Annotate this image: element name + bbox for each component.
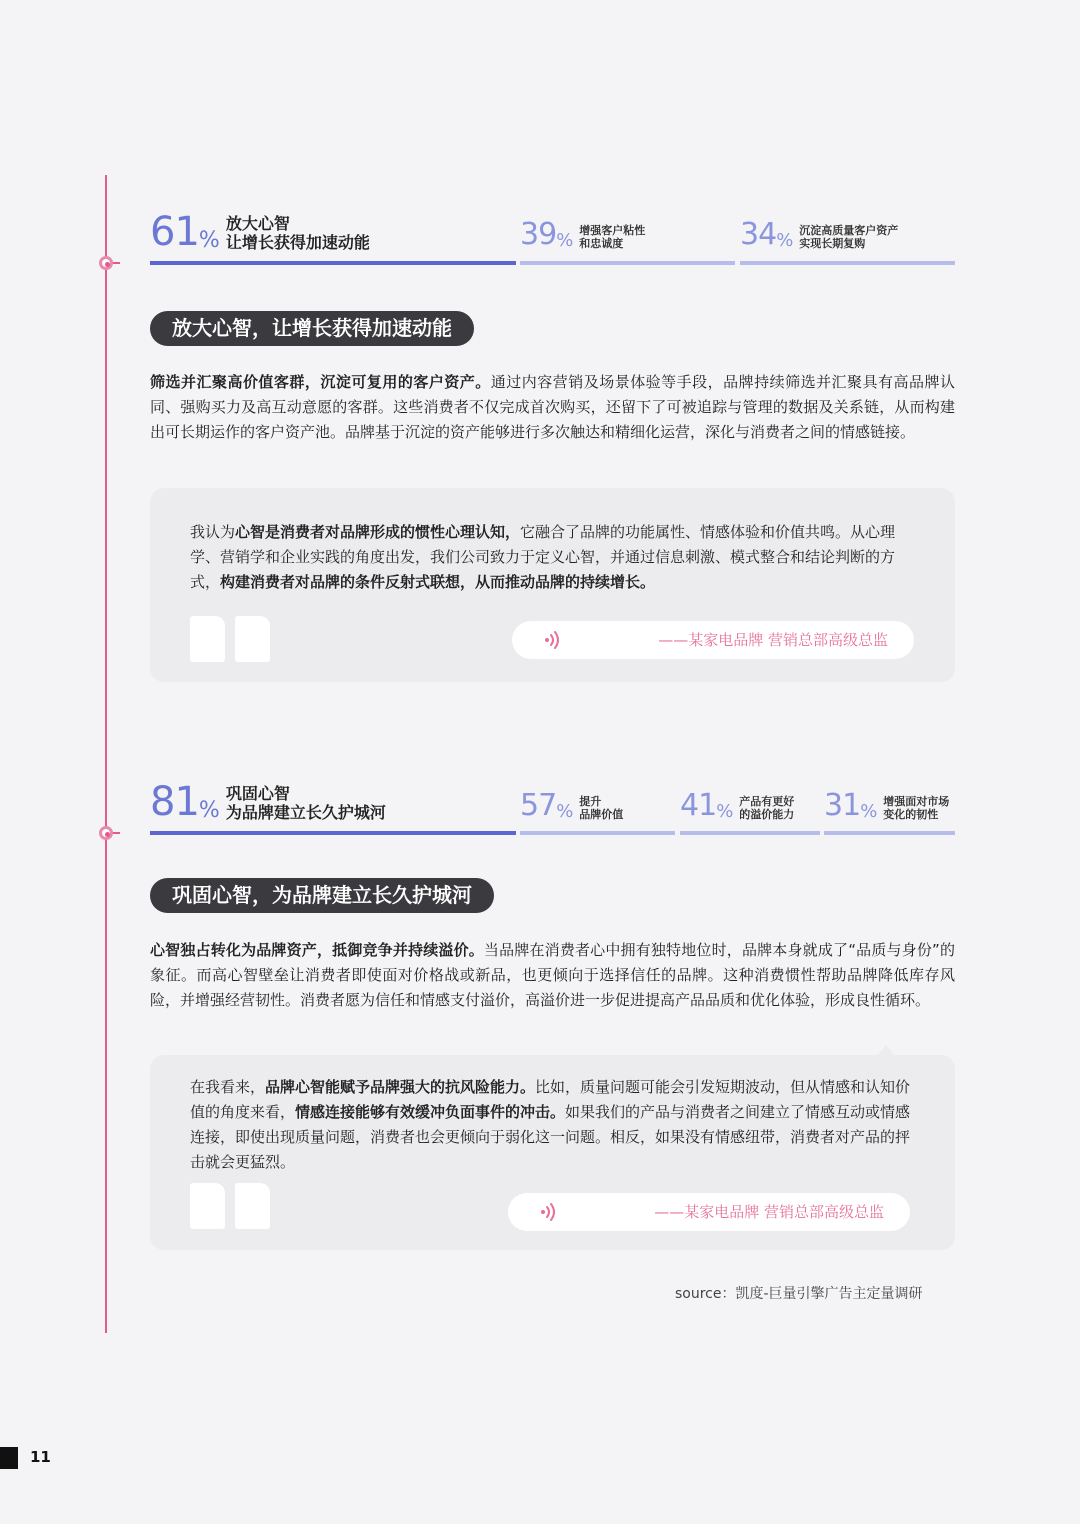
attribution-pill (512, 621, 914, 659)
stat-label-line2: 品牌价值 (579, 807, 624, 821)
quote-text (190, 1075, 920, 1175)
attribution-pill (508, 1193, 910, 1231)
headline-stat-2 (150, 779, 386, 825)
timeline-marker-1 (99, 256, 113, 270)
stat-label (226, 214, 370, 252)
quote-mark-icon (190, 1183, 270, 1229)
attribution-text: ——某家电品牌 营销总部高级总监 (658, 631, 888, 649)
stat-label-line1: 产品有更好 (739, 794, 795, 808)
sub-stat (824, 788, 950, 823)
stat-value: 31 (824, 788, 861, 823)
stat-unit: % (860, 801, 878, 822)
quote-emphasis: 构建消费者对品牌的条件反射式联想，从而推动品牌的持续增长。 (220, 573, 656, 591)
paragraph-lead: 筛选并汇聚高价值客群，沉淀可复用的客户资产。 (150, 373, 491, 391)
stat-value: 57 (520, 788, 557, 823)
paragraph-lead: 心智独占转化为品牌资产，抵御竞争并持续溢价。 (150, 941, 484, 959)
stat-label-line1: 增强客户粘性 (579, 223, 646, 237)
stat-unit: % (556, 801, 574, 822)
paragraph-text: 通过内容营销及场景体验等手段，品牌持续筛选并汇聚具有高品牌认同、强购买力及高互动意愿的客群。这些消费者不仅完成首次购买，还留下了可被追踪与管理的数据及关系链，从而构建出可长期运作的客户资产池。品牌基于沉淀的资产能够进行多次触达和精细化运营，深化与消费者之间的情感链接。 (150, 373, 955, 441)
quote-segment: 我认为 (190, 523, 236, 541)
stat-value: 34 (740, 217, 777, 252)
quote-emphasis: 品牌心智能赋予品牌强大的抗风险能力。 (265, 1078, 536, 1096)
quote-emphasis: 心智是消费者对品牌形成的惯性心理认知， (235, 523, 521, 541)
sound-wave-icon (538, 1201, 560, 1223)
stat-unit: % (716, 801, 734, 822)
body-paragraph (150, 938, 955, 1013)
sub-stat-bar (680, 831, 820, 835)
quote-segment: 它融合了品牌的功能属性、情感体验和价值共鸣。从心理学、营销学和企业实践的角度出发，我们公司致力于定义心智，并通过信息刺激、模式整合和结论判断的方式， (190, 523, 896, 591)
sub-stat-bar (520, 831, 675, 835)
quote-text (190, 520, 920, 595)
sub-stat (680, 788, 795, 823)
page-number: 11 (30, 1448, 51, 1466)
quote-emphasis: 情感连接能够有效缓冲负面事件的冲击。 (295, 1103, 566, 1121)
attribution-text: ——某家电品牌 营销总部高级总监 (654, 1203, 884, 1221)
stat-label (883, 795, 949, 821)
stat-label (739, 795, 794, 821)
stat-label-line1: 巩固心智 (225, 783, 290, 803)
quote-segment: 如果我们的产品与消费者之间建立了情感互动或情感连接，即使出现质量问题，消费者也会更倾向于弱化这一问题。相反，如果没有情感纽带，消费者对产品的抨击就会更猛烈。 (190, 1103, 911, 1171)
sub-stat (520, 788, 624, 823)
stat-label-line2: 的溢价能力 (739, 807, 795, 821)
stat-label-line2: 和忠诚度 (579, 236, 624, 250)
section-heading-pill: 巩固心智，为品牌建立长久护城河 (150, 878, 494, 913)
stat-value: 41 (680, 788, 717, 823)
quote-card (150, 488, 955, 682)
stat-label (579, 795, 623, 821)
sub-stat-bar (740, 261, 955, 265)
sub-stat-bar (824, 831, 955, 835)
stat-label-line1: 沉淀高质量客户资产 (799, 223, 899, 237)
stat-value: 81 (150, 779, 199, 825)
body-paragraph (150, 370, 955, 445)
stat-label-line2: 实现长期复购 (799, 236, 866, 250)
stat-label (579, 224, 645, 250)
headline-bar-1 (150, 261, 516, 265)
stat-label (799, 224, 898, 250)
stat-label-line2: 变化的韧性 (883, 807, 939, 821)
sub-stat (520, 217, 646, 252)
headline-bar-2 (150, 831, 516, 835)
timeline-line (105, 175, 107, 1333)
quote-card-tail (878, 1045, 894, 1055)
stat-label (226, 784, 386, 822)
stat-unit: % (198, 798, 220, 823)
sub-stat (740, 217, 899, 252)
stat-value: 39 (520, 217, 557, 252)
quote-segment: 比如，质量问题可能会引发短期波动，但从情感和认知价值的角度来看， (190, 1078, 911, 1121)
timeline-marker-2 (99, 826, 113, 840)
paragraph-text: 当品牌在消费者心中拥有独特地位时，品牌本身就成了“品质与身份”的象征。而高心智壁垒让消费者即使面对价格战或新品，也更倾向于选择信任的品牌。这种消费惯性帮助品牌降低库存风险，并增强经营韧性。消费者愿为信任和情感支付溢价，高溢价进一步促进提高产品品质和优化体验，形成良性循环。 (150, 941, 955, 1009)
quote-mark-icon (190, 616, 270, 662)
stat-unit: % (556, 230, 574, 251)
quote-card (150, 1055, 955, 1250)
section-heading-pill: 放大心智，让增长获得加速动能 (150, 311, 474, 346)
headline-stat-1 (150, 209, 370, 255)
stat-label-line2: 为品牌建立长久护城河 (225, 802, 386, 822)
stat-unit: % (198, 228, 220, 253)
stat-label-line1: 提升 (579, 794, 602, 808)
stat-label-line1: 放大心智 (225, 213, 290, 233)
stat-label-line1: 增强面对市场 (883, 794, 950, 808)
stat-label-line2: 让增长获得加速动能 (225, 232, 370, 252)
sub-stat-bar (520, 261, 735, 265)
quote-segment: 在我看来， (190, 1078, 266, 1096)
stat-unit: % (776, 230, 794, 251)
sound-wave-icon (542, 629, 564, 651)
stat-value: 61 (150, 209, 199, 255)
source-note: source：凯度-巨量引擎广告主定量调研 (675, 1286, 923, 1302)
page-marker (0, 1447, 18, 1469)
